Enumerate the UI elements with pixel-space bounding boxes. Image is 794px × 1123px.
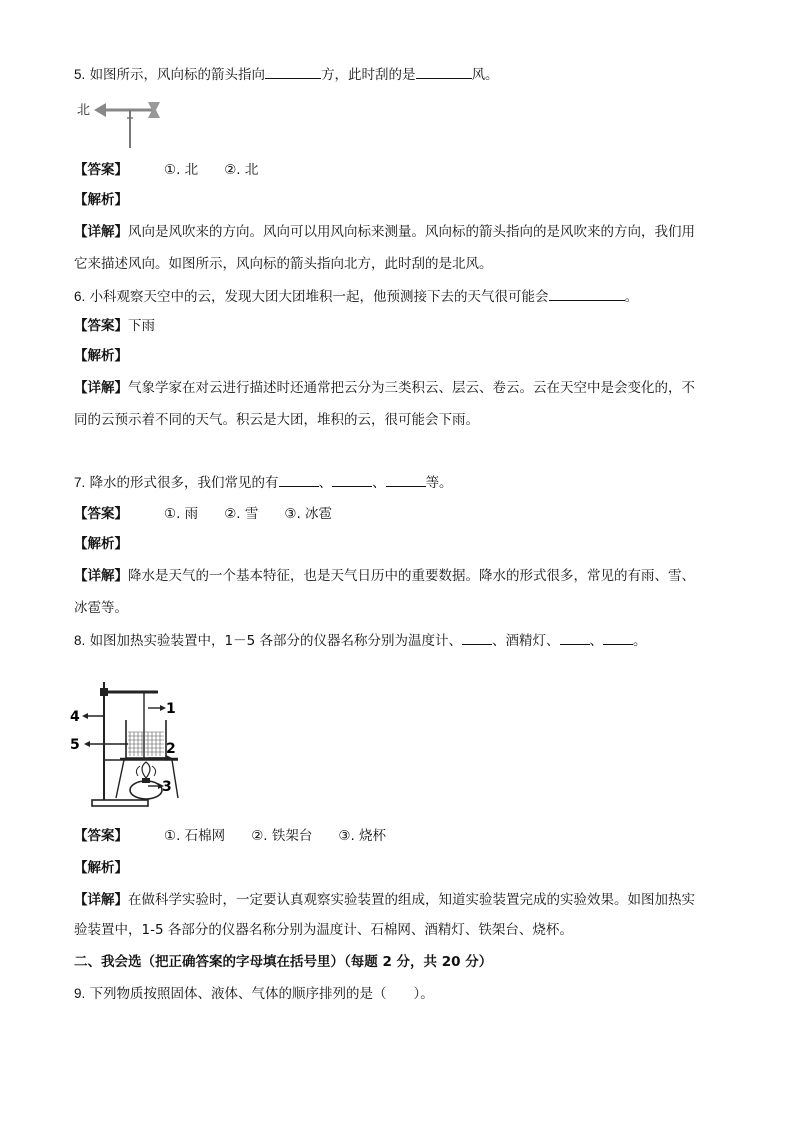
- q8-blank-1: [462, 630, 492, 645]
- tripod-leg-left: [116, 760, 124, 798]
- section-2-title: 二、我会选（把正确答案的字母填在括号里）（每题 2 分，共 20 分）: [74, 954, 493, 970]
- q6-detail-line-2: 同的云预示着不同的天气。积云是大团，堆积的云，很可能会下雨。: [74, 412, 479, 428]
- q5-detail-line-1: [74, 222, 695, 242]
- q7-blank-3: [386, 472, 426, 487]
- wind-vane-north-label: 北: [77, 103, 91, 118]
- q5-detail-tag: 【详解】: [74, 224, 128, 240]
- q7-sep-1: 、: [318, 475, 333, 491]
- q7-detail-line-2: 冰雹等。: [74, 600, 128, 616]
- q5-text-c: 风。: [471, 67, 499, 83]
- q8-answer-3: ③. 烧杯: [338, 828, 387, 844]
- label-2: 2: [166, 741, 176, 757]
- q8-analysis-tag: 【解析】: [74, 860, 128, 876]
- q6-text-c: 。: [624, 289, 639, 305]
- callout-5-arrow-icon: [84, 741, 90, 747]
- q6-text-a: 小科观察天空中的云，发现大团大团堆积一起，他预测接下去的天气很可能会: [89, 289, 549, 305]
- q7-detail-line-1: [74, 566, 695, 586]
- beaker-liquid: [128, 732, 164, 756]
- q7-detail-tag: 【详解】: [74, 568, 128, 584]
- q8-blank-3: [603, 630, 633, 645]
- label-4: 4: [70, 709, 80, 725]
- q7-answer-1: ①. 雨: [164, 506, 199, 522]
- q8-number: 8.: [74, 633, 86, 648]
- clamp-holder: [100, 688, 108, 696]
- q7-answer-row: [74, 504, 332, 524]
- q7-blank-2: [332, 472, 372, 487]
- tripod-leg-right: [172, 760, 178, 798]
- q8-answer-row: [74, 826, 386, 846]
- stand-base: [92, 800, 148, 806]
- q5-analysis-tag: 【解析】: [74, 192, 128, 208]
- q6-detail-tag: 【详解】: [74, 380, 128, 396]
- q5-answer-row: [74, 160, 258, 180]
- q7-number: 7.: [74, 475, 86, 490]
- q6-answer-row: [74, 316, 155, 336]
- q6-answer-tag: 【答案】: [74, 318, 128, 334]
- q8-text-b: 、酒精灯、: [492, 633, 560, 649]
- callout-4-arrow-icon: [82, 713, 88, 719]
- alcohol-lamp-icon: [130, 781, 162, 799]
- flame-outer-left: [136, 766, 140, 776]
- q7-question: [74, 472, 453, 493]
- q8-question: [74, 630, 647, 651]
- flame-icon: [142, 762, 150, 778]
- q8-answer-2: ②. 铁架台: [251, 828, 313, 844]
- q6-detail-text-1: 气象学家在对云进行描述时还通常把云分为三类积云、层云、卷云。云在天空中是会变化的，不: [128, 380, 695, 396]
- q5-answer-2: ②. 北: [224, 162, 259, 178]
- q6-detail-line-1: [74, 378, 695, 398]
- q6-question: [74, 286, 638, 307]
- q5-text-a: 如图所示，风向标的箭头指向: [89, 67, 266, 83]
- q7-text-a: 降水的形式很多，我们常见的有: [89, 475, 279, 491]
- q5-blank-2: [416, 64, 472, 79]
- flame-outer-right: [152, 766, 156, 776]
- q7-analysis-tag: 【解析】: [74, 536, 128, 552]
- q5-blank-1: [265, 64, 321, 79]
- q5-question: [74, 64, 499, 85]
- q7-text-c: 等。: [425, 475, 453, 491]
- lamp-wick: [142, 778, 150, 783]
- label-1: 1: [166, 701, 176, 717]
- q7-answer-2: ②. 雪: [224, 506, 259, 522]
- label-3: 3: [162, 779, 172, 795]
- q8-text-c: 、: [589, 633, 604, 649]
- q8-detail-text-1: 在做科学实验时，一定要认真观察实验装置的组成，知道实验装置完成的实验效果。如图加热实: [128, 892, 695, 908]
- q5-detail-text-1: 风向是风吹来的方向。风向可以用风向标来测量。风向标的箭头指向的是风吹来的方向，我们用: [128, 224, 695, 240]
- q9-text: 下列物质按照固体、液体、气体的顺序排列的是（ ）。: [89, 986, 434, 1002]
- q5-answer-1: ①. 北: [164, 162, 199, 178]
- q7-answer-tag: 【答案】: [74, 506, 128, 522]
- q5-answer-tag: 【答案】: [74, 162, 128, 178]
- q5-detail-line-2: 它来描述风向。如图所示，风向标的箭头指向北方，此时刮的是北风。: [74, 256, 493, 272]
- q8-detail-line-2: 验装置中，1-5 各部分的仪器名称分别为温度计、石棉网、酒精灯、铁架台、烧杯。: [74, 922, 573, 938]
- q5-number: 5.: [74, 67, 86, 82]
- q6-analysis-tag: 【解析】: [74, 348, 128, 364]
- q7-answer-3: ③. 冰雹: [284, 506, 333, 522]
- q8-text-d: 。: [633, 633, 647, 649]
- q6-answer: 下雨: [128, 318, 155, 334]
- q7-detail-text-1: 降水是天气的一个基本特征，也是天气日历中的重要数据。降水的形式很多，常见的有雨、雪、: [128, 568, 695, 584]
- wind-vane-figure: [74, 96, 166, 152]
- wind-vane-arrow-head-icon: [94, 103, 106, 117]
- q8-answer-tag: 【答案】: [74, 828, 128, 844]
- label-5: 5: [70, 737, 80, 753]
- heating-apparatus-figure: [68, 674, 188, 814]
- q5-text-b: 方，此时刮的是: [321, 67, 416, 83]
- q8-detail-tag: 【详解】: [74, 892, 128, 908]
- q6-number: 6.: [74, 289, 86, 304]
- q8-blank-2: [560, 630, 590, 645]
- q8-detail-line-1: [74, 890, 695, 910]
- q6-blank: [549, 286, 625, 301]
- q7-blank-1: [279, 472, 319, 487]
- q9-question: [74, 984, 434, 1004]
- q8-text-a: 如图加热实验装置中，1－5 各部分的仪器名称分别为温度计、: [89, 633, 463, 649]
- q9-number: 9.: [74, 986, 86, 1001]
- q8-answer-1: ①. 石棉网: [164, 828, 226, 844]
- q7-sep-2: 、: [372, 475, 386, 491]
